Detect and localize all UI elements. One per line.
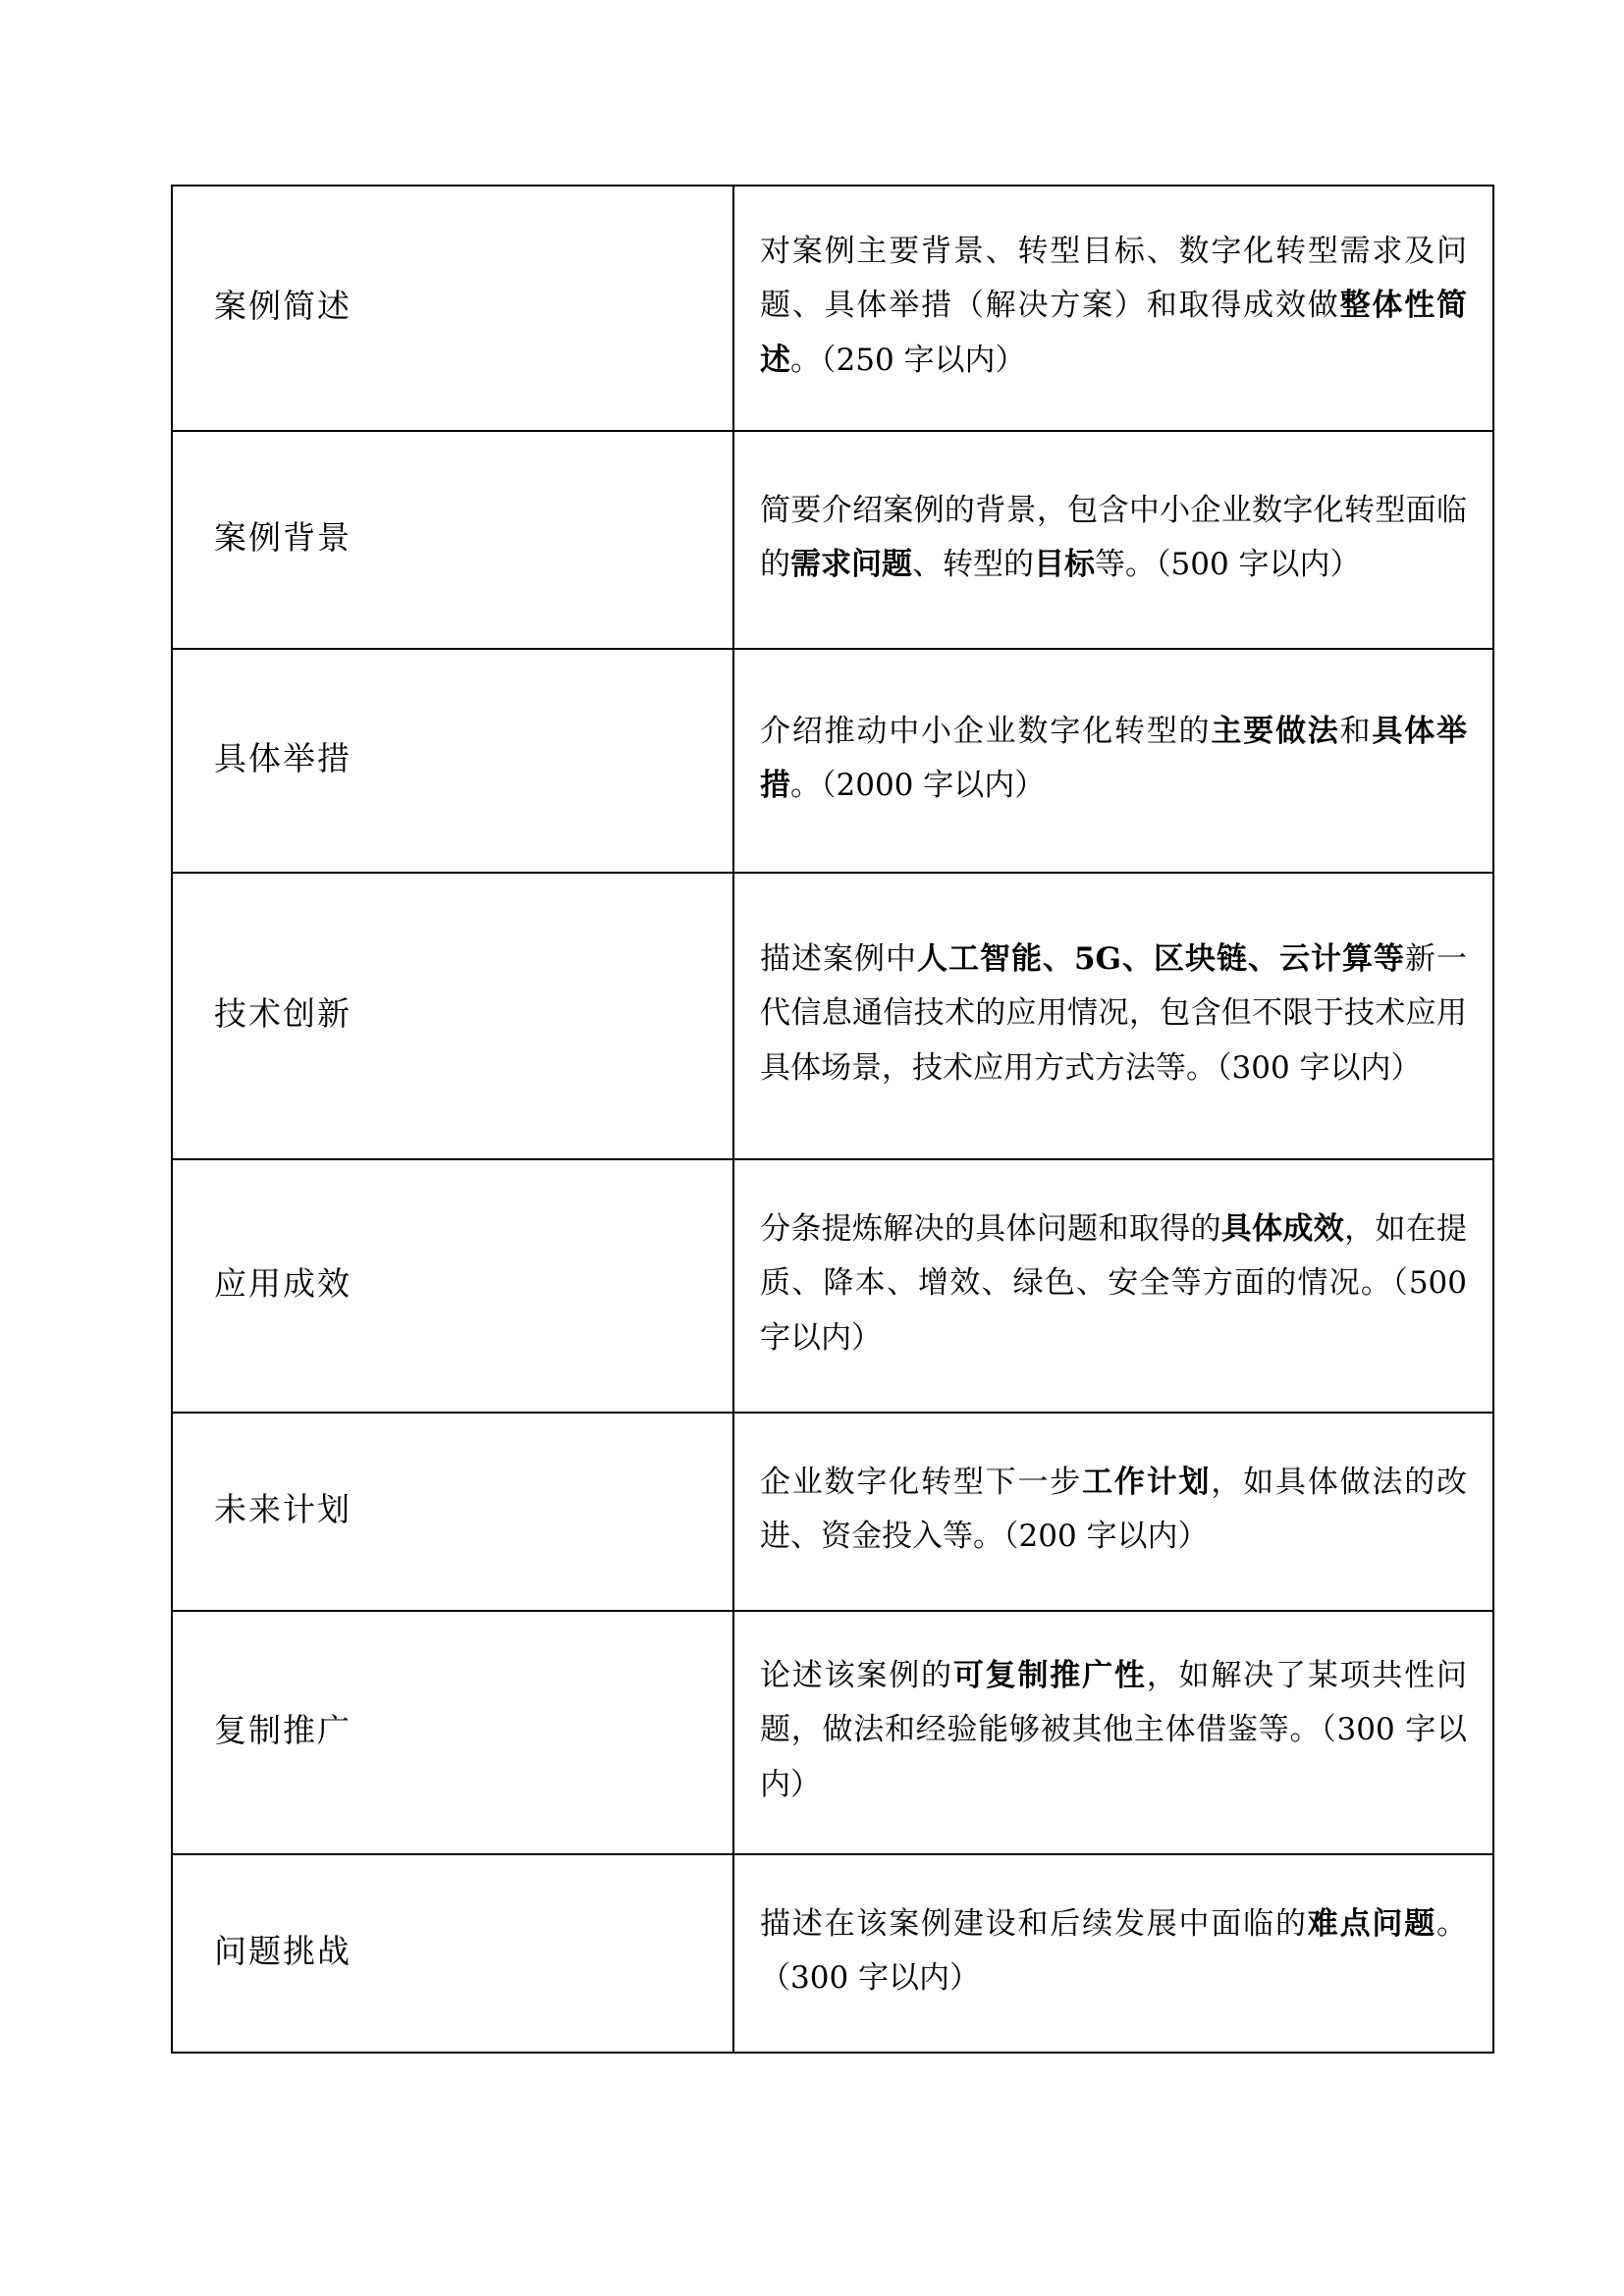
row-label: 案例背景 (214, 518, 352, 558)
table-row (172, 186, 1493, 431)
row-label: 技术创新 (214, 994, 352, 1034)
row-description: 对案例主要背景、转型目标、数字化转型需求及问题、具体举措（解决方案）和取得成效做整体性简述。（250 字以内） (760, 234, 1468, 378)
row-label: 具体举措 (214, 739, 352, 778)
row-label-cell (172, 873, 733, 1159)
row-description: 描述案例中人工智能、5G、区块链、云计算等新一代信息通信技术的应用情况，包含但不限于技术应用具体场景，技术应用方式方法等。（300 字以内） (760, 941, 1468, 1086)
table-row (172, 873, 1493, 1159)
case-template-table (171, 185, 1494, 2054)
table-body (172, 186, 1493, 2053)
table-row (172, 649, 1493, 873)
row-label: 案例简述 (214, 287, 352, 326)
row-description-cell (733, 431, 1493, 649)
row-label-cell (172, 1854, 733, 2053)
table-row (172, 1413, 1493, 1611)
row-label-cell (172, 1159, 733, 1413)
table-row (172, 1159, 1493, 1413)
row-label: 应用成效 (214, 1264, 352, 1304)
row-description-cell (733, 873, 1493, 1159)
row-description-cell (733, 1413, 1493, 1611)
row-description-cell (733, 1611, 1493, 1854)
table-row (172, 1611, 1493, 1854)
row-description: 分条提炼解决的具体问题和取得的具体成效，如在提质、降本、增效、绿色、安全等方面的情况。（500 字以内） (760, 1211, 1468, 1356)
row-description-cell (733, 649, 1493, 873)
row-label-cell (172, 1611, 733, 1854)
table-row (172, 431, 1493, 649)
row-label-cell (172, 1413, 733, 1611)
row-description-cell (733, 1854, 1493, 2053)
table-row (172, 1854, 1493, 2053)
row-description: 企业数字化转型下一步工作计划，如具体做法的改进、资金投入等。（200 字以内） (760, 1464, 1468, 1554)
row-description-cell (733, 186, 1493, 431)
row-label-cell (172, 649, 733, 873)
row-label: 问题挑战 (214, 1932, 352, 1971)
row-description-cell (733, 1159, 1493, 1413)
row-description: 简要介绍案例的背景，包含中小企业数字化转型面临的需求问题、转型的目标等。（500 字以内） (760, 492, 1467, 582)
row-description: 论述该案例的可复制推广性，如解决了某项共性问题，做法和经验能够被其他主体借鉴等。（300 字以内） (760, 1658, 1468, 1802)
row-label-cell (172, 186, 733, 431)
row-label: 复制推广 (214, 1711, 352, 1750)
row-description: 介绍推动中小企业数字化转型的主要做法和具体举措。（2000 字以内） (760, 713, 1468, 803)
row-label-cell (172, 431, 733, 649)
row-description: 描述在该案例建设和后续发展中面临的难点问题。（300 字以内） (760, 1905, 1468, 1996)
row-label: 未来计划 (214, 1490, 352, 1529)
